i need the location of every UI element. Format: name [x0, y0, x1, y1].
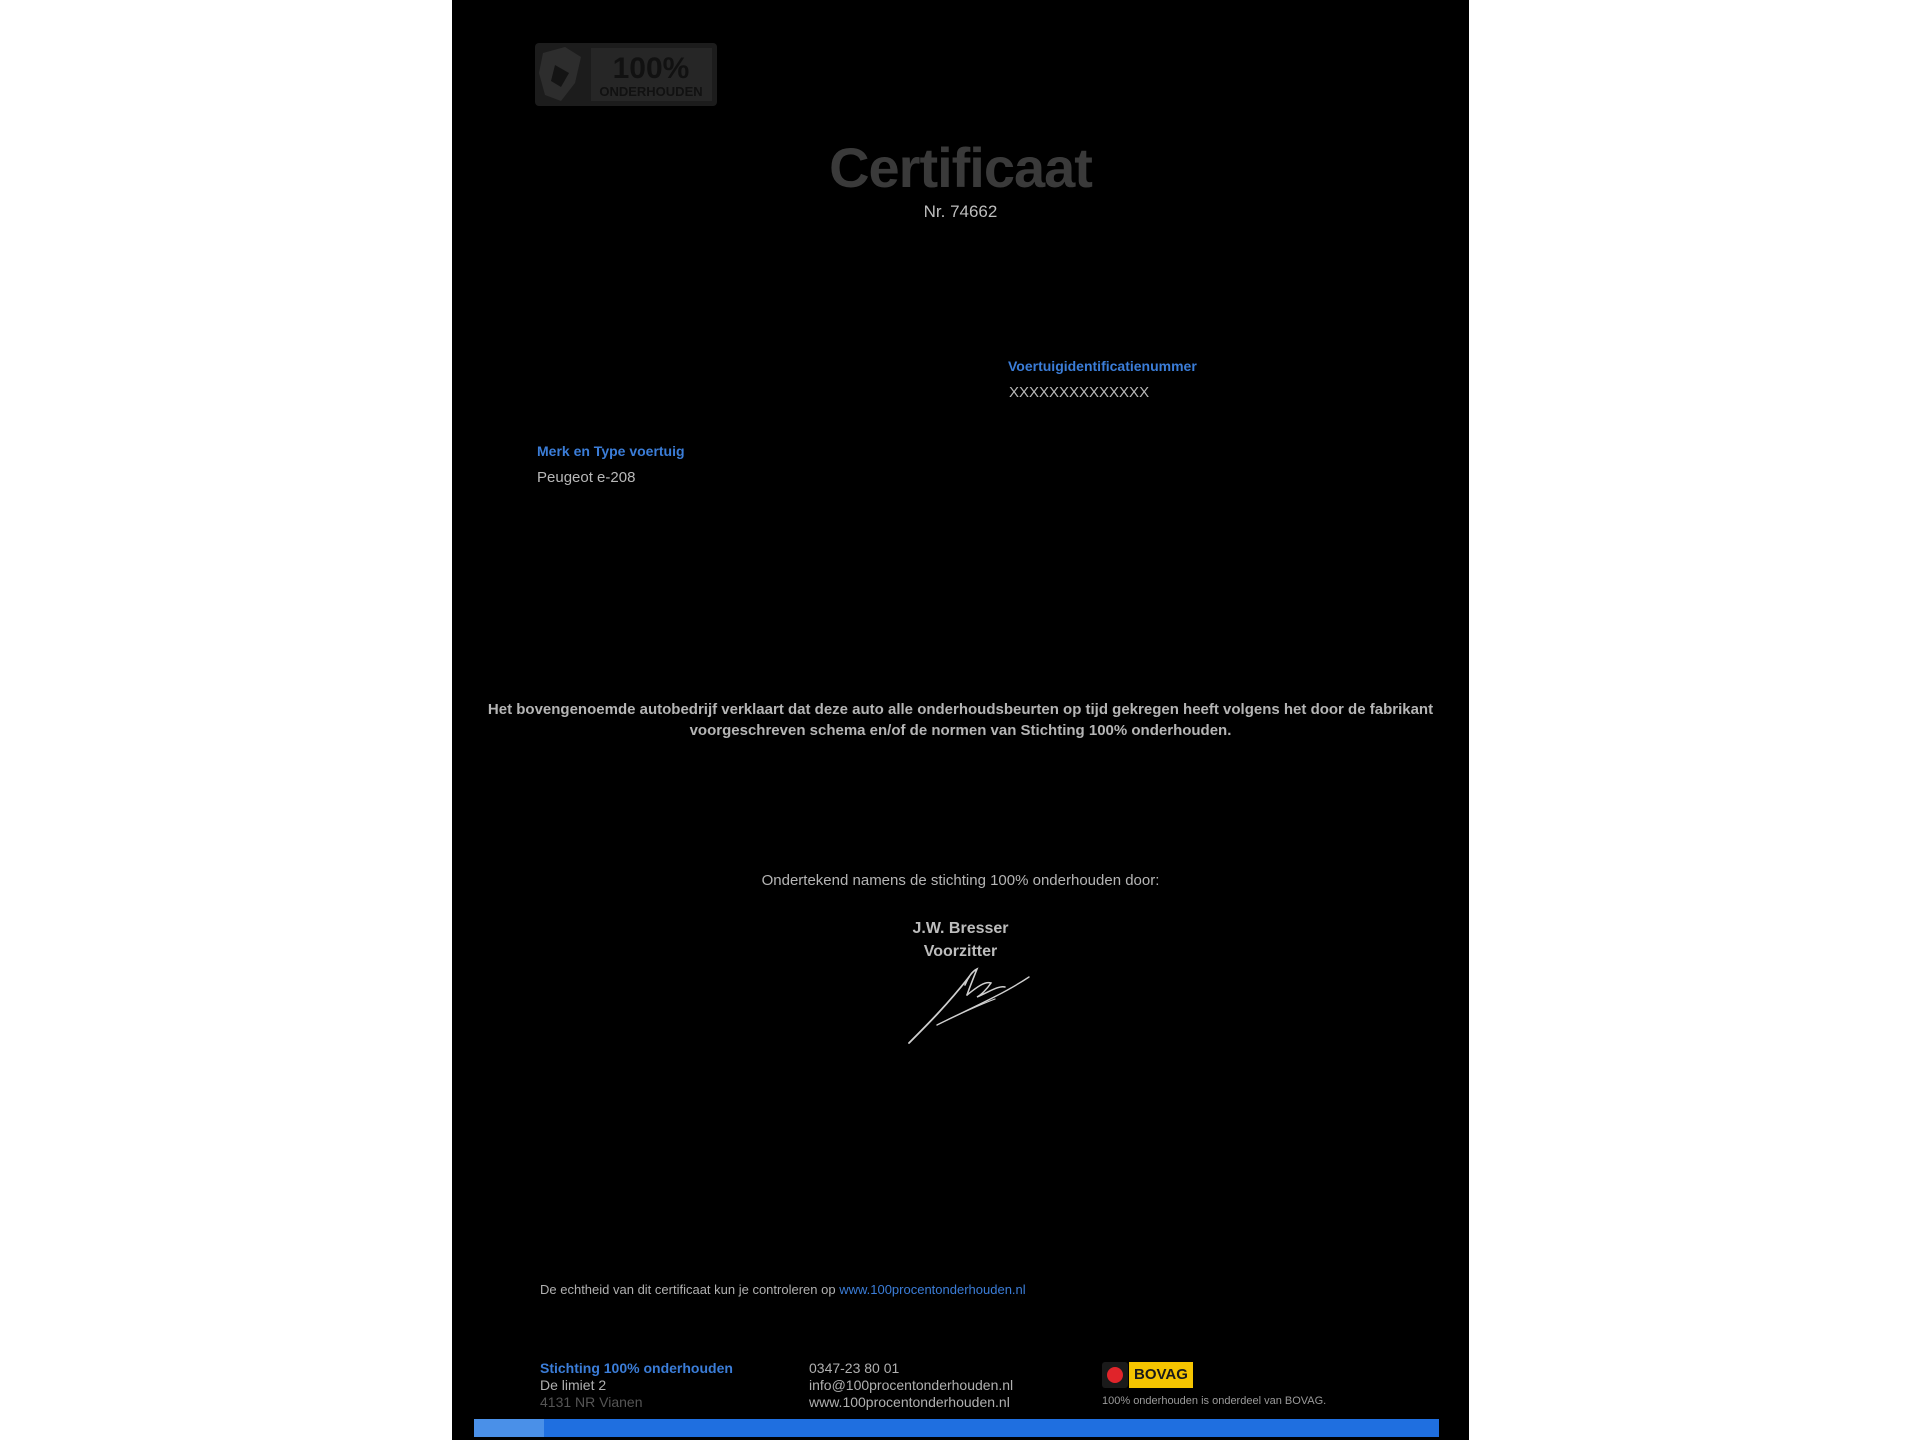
- svg-text:ONDERHOUDEN: ONDERHOUDEN: [599, 84, 703, 99]
- footer-color-bar: [474, 1419, 1439, 1437]
- handwritten-signature: [907, 965, 1032, 1045]
- bovag-note: 100% onderhouden is onderdeel van BOVAG.: [1102, 1395, 1327, 1407]
- signer-role: Voorzitter: [923, 943, 998, 960]
- footer-email[interactable]: info@100procentonderhouden.nl: [809, 1377, 1014, 1393]
- verification-note: [540, 1282, 1026, 1297]
- footer-website[interactable]: www.100procentonderhouden.nl: [809, 1394, 1010, 1410]
- verification-text: De echtheid van dit certificaat kun je controleren op: [540, 1282, 836, 1297]
- vin-value: XXXXXXXXXXXXXX: [1009, 384, 1150, 401]
- footer-phone: 0347-23 80 01: [809, 1360, 900, 1376]
- certificate-page: [452, 0, 1469, 1440]
- bovag-block: [1102, 1361, 1326, 1407]
- footer-contact: [809, 1360, 1013, 1411]
- bovag-logo: [1102, 1361, 1326, 1389]
- signer-name: J.W. Bresser: [912, 920, 1009, 937]
- verification-link[interactable]: www.100procentonderhouden.nl: [839, 1282, 1026, 1297]
- certificate-number: Nr. 74662: [923, 202, 998, 221]
- svg-text:100%: 100%: [612, 52, 690, 85]
- vin-label: Voertuigidentificatienummer: [1008, 358, 1197, 374]
- bovag-q-icon: [1102, 1362, 1128, 1388]
- certificate-title: Certificaat: [829, 136, 1092, 199]
- bovag-wordmark: BOVAG: [1129, 1362, 1193, 1388]
- brand-logo: [535, 43, 717, 106]
- footer-address: [540, 1360, 733, 1411]
- footer-address-line1: De limiet 2: [540, 1377, 607, 1393]
- footer-org-name: Stichting 100% onderhouden: [540, 1360, 733, 1376]
- signed-by-text: Ondertekend namens de stichting 100% onderhouden door:: [761, 872, 1160, 889]
- vehicle-value: Peugeot e-208: [537, 469, 636, 486]
- vehicle-label: Merk en Type voertuig: [537, 443, 685, 459]
- signer-block: [452, 917, 1469, 963]
- footer-bar-accent: [474, 1419, 544, 1437]
- maintenance-statement: Het bovengenoemde autobedrijf verklaart dat deze auto alle onderhoudsbeurten op tijd gekregen heeft volgens het door de fabrikant voorgeschreven schema en/of de normen van Stichting 100% onderhouden.: [487, 701, 1434, 739]
- footer-address-line2: 4131 NR Vianen: [540, 1394, 643, 1410]
